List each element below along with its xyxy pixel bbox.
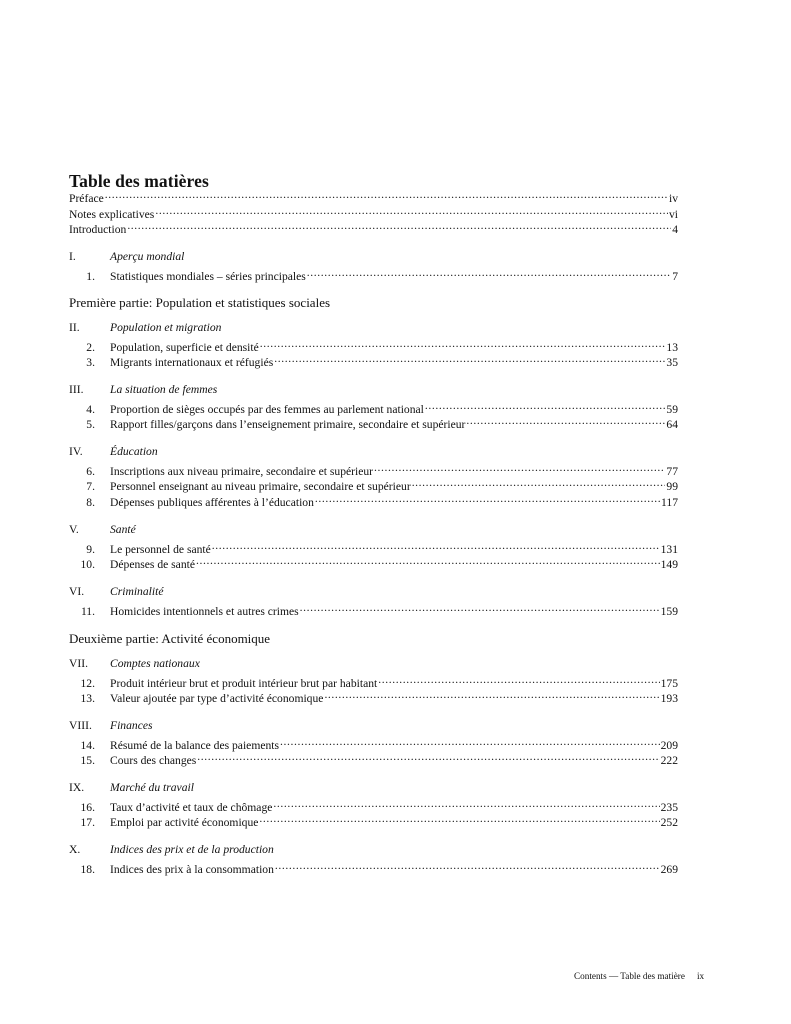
entry-label: Taux d’activité et taux de chômage (110, 801, 273, 814)
entry-number: 13. (80, 692, 95, 705)
dot-leader (259, 811, 659, 826)
chapter-heading (69, 718, 153, 733)
entry-number: 15. (80, 754, 95, 767)
dot-leader (212, 538, 660, 553)
chapter-title: Comptes nationaux (110, 657, 200, 670)
entry-page: 117 (661, 496, 678, 509)
toc-entry[interactable] (69, 460, 678, 478)
chapter-title: Population et migration (110, 321, 222, 334)
entry-number: 14. (80, 739, 95, 752)
footer-page-number: ix (696, 971, 705, 981)
entry-page: 59 (666, 403, 678, 416)
dot-leader (280, 734, 660, 749)
entry-label: Produit intérieur brut et produit intérieur brut par habitant (110, 677, 378, 690)
entry-page: 209 (660, 739, 678, 752)
entry-page: 77 (666, 465, 678, 478)
dot-leader (412, 475, 666, 490)
entry-number: 3. (86, 356, 95, 369)
chapter-number: X. (69, 843, 81, 856)
entry-label: Emploi par activité économique (110, 816, 259, 829)
entry-number: 18. (80, 863, 95, 876)
toc-entry[interactable] (69, 413, 678, 431)
entry-label: Valeur ajoutée par type d’activité économique (110, 692, 324, 705)
toc-entry[interactable] (69, 553, 678, 571)
toc-entry-preface[interactable] (69, 187, 678, 205)
entry-page: 159 (660, 605, 678, 618)
entry-page: 131 (660, 543, 678, 556)
entry-page: 193 (660, 692, 678, 705)
dot-leader (127, 218, 671, 233)
entry-number: 7. (86, 480, 95, 493)
entry-page: 149 (660, 558, 678, 571)
chapter-title: Finances (110, 719, 153, 732)
toc-entry[interactable] (69, 491, 678, 509)
entry-label: Rapport filles/garçons dans l’enseignement primaire, secondaire et supérieur (110, 418, 466, 431)
dot-leader (105, 187, 668, 202)
toc-entry[interactable] (69, 672, 678, 690)
entry-page: 35 (666, 356, 678, 369)
toc-entry[interactable] (69, 734, 678, 752)
toc-entry[interactable] (69, 749, 678, 767)
entry-page: 222 (660, 754, 678, 767)
toc-entry[interactable] (69, 336, 678, 354)
entry-page: 269 (660, 863, 678, 876)
chapter-heading (69, 522, 136, 537)
dot-leader (196, 553, 660, 568)
chapter-number: II. (69, 321, 80, 334)
entry-label: Cours des changes (110, 754, 197, 767)
entry-label: Homicides intentionnels et autres crimes (110, 605, 299, 618)
dot-leader (197, 749, 659, 764)
dot-leader (324, 687, 659, 702)
entry-number: 1. (86, 270, 95, 283)
entry-label: Proportion de sièges occupés par des femmes au parlement national (110, 403, 424, 416)
toc-entry[interactable] (69, 600, 678, 618)
entry-label: Population, superficie et densité (110, 341, 259, 354)
chapter-heading (69, 656, 200, 671)
chapter-number: VII. (69, 657, 88, 670)
entry-number: 11. (80, 605, 95, 618)
toc-entry[interactable] (69, 398, 678, 416)
toc-entry[interactable] (69, 265, 678, 283)
dot-leader (275, 858, 660, 873)
entry-label: Résumé de la balance des paiements (110, 739, 280, 752)
chapter-title: Marché du travail (110, 781, 194, 794)
entry-page: vi (668, 208, 678, 221)
entry-page: 175 (660, 677, 678, 690)
dot-leader (315, 491, 660, 506)
chapter-title: Aperçu mondial (110, 250, 185, 263)
chapter-heading (69, 249, 184, 264)
page-title: Table des matières (69, 170, 209, 191)
chapter-number: IX. (69, 781, 85, 794)
dot-leader (374, 460, 665, 475)
toc-entry[interactable] (69, 538, 678, 556)
entry-page: 7 (672, 270, 678, 283)
dot-leader (274, 351, 665, 366)
chapter-heading (69, 444, 158, 459)
entry-label: Le personnel de santé (110, 543, 211, 556)
entry-number: 6. (86, 465, 95, 478)
chapter-heading (69, 382, 217, 397)
chapter-number: V. (69, 523, 79, 536)
entry-number: 4. (86, 403, 95, 416)
dot-leader (425, 398, 666, 413)
entry-label: Personnel enseignant au niveau primaire, secondaire et supérieur (110, 480, 411, 493)
entry-label: Statistiques mondiales – séries principales (110, 270, 306, 283)
entry-number: 2. (86, 341, 95, 354)
entry-label: Dépenses publiques afférentes à l’éducation (110, 496, 314, 509)
chapter-title: Éducation (110, 445, 158, 458)
dot-leader (378, 672, 659, 687)
entry-number: 5. (86, 418, 95, 431)
part-heading: Deuxième partie: Activité économique (69, 631, 271, 646)
entry-number: 17. (80, 816, 95, 829)
toc-entry[interactable] (69, 796, 678, 814)
entry-label: Introduction (69, 223, 127, 236)
chapter-heading (69, 780, 194, 795)
toc-entry[interactable] (69, 351, 678, 369)
page-footer (574, 971, 704, 981)
chapter-title: Indices des prix et de la production (110, 843, 274, 856)
entry-page: iv (668, 192, 678, 205)
entry-label: Inscriptions aux niveau primaire, secondaire et supérieur (110, 465, 374, 478)
dot-leader (307, 265, 671, 280)
toc-entry[interactable] (69, 811, 678, 829)
entry-label: Indices des prix à la consommation (110, 863, 274, 876)
chapter-title: Criminalité (110, 585, 164, 598)
entry-page: 235 (660, 801, 678, 814)
entry-number: 16. (80, 801, 95, 814)
entry-number: 8. (86, 496, 95, 509)
part-heading: Première partie: Population et statistiques sociales (69, 295, 331, 310)
chapter-number: VIII. (69, 719, 92, 732)
entry-label: Préface (69, 192, 104, 205)
entry-page: 4 (672, 223, 678, 236)
chapter-number: VI. (69, 585, 85, 598)
toc-entry[interactable] (69, 475, 678, 493)
entry-label: Migrants internationaux et réfugiés (110, 356, 274, 369)
toc-entry[interactable] (69, 687, 678, 705)
entry-label: Notes explicatives (69, 208, 155, 221)
dot-leader (260, 336, 666, 351)
chapter-heading (69, 842, 274, 857)
entry-number: 9. (86, 543, 95, 556)
toc-entry-introduction[interactable] (69, 218, 678, 236)
toc-entry-notes-explicatives[interactable] (69, 203, 678, 221)
chapter-number: I. (69, 250, 76, 263)
entry-number: 12. (80, 677, 95, 690)
entry-page: 252 (660, 816, 678, 829)
dot-leader (300, 600, 660, 615)
chapter-heading (69, 584, 163, 599)
entry-page: 13 (666, 341, 678, 354)
chapter-title: La situation de femmes (110, 383, 218, 396)
chapter-number: IV. (69, 445, 83, 458)
chapter-title: Santé (110, 523, 136, 536)
toc-entry[interactable] (69, 858, 678, 876)
chapter-number: III. (69, 383, 84, 396)
entry-page: 99 (666, 480, 678, 493)
entry-number: 10. (80, 558, 95, 571)
entry-label: Dépenses de santé (110, 558, 195, 571)
entry-page: 64 (666, 418, 678, 431)
dot-leader (466, 413, 665, 428)
dot-leader (155, 203, 668, 218)
running-title: Contents — Table des matière (574, 971, 685, 981)
chapter-heading (69, 320, 221, 335)
dot-leader (273, 796, 659, 811)
